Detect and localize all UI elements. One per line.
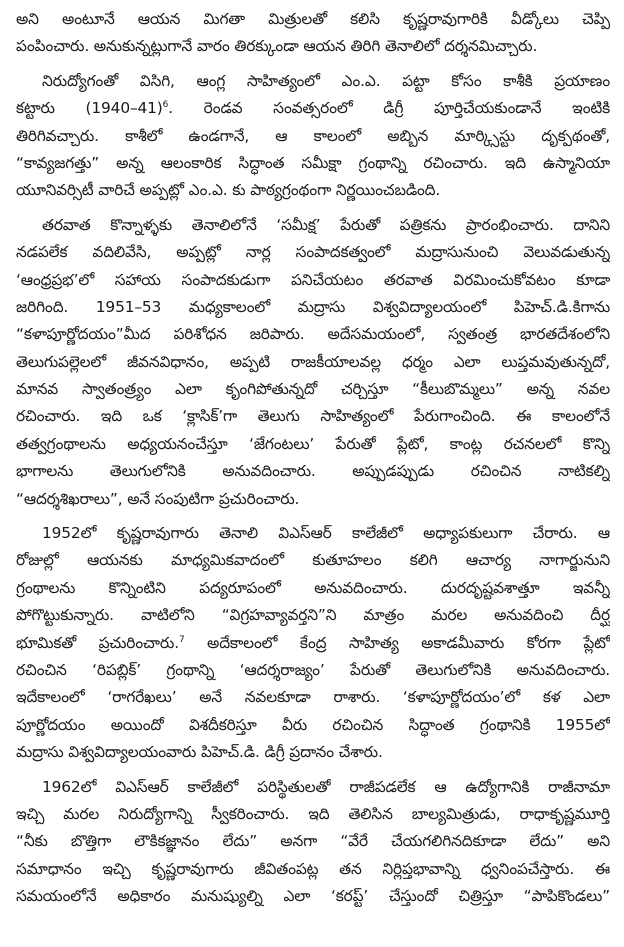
text-line: రచించారు. ఇది ఒక ‘క్లాసిక్’గా తెలుగు సాహిత్యంలో పేరుగాంచింది. ఈ కాలంలోనే xyxy=(16,407,610,426)
text-line: సమాధానం ఇచ్చి కృష్ణరావుగారు జీవితంపట్ల తన నిర్లిప్తభావాన్ని ధ్వనింపచేస్తారు. ఈ xyxy=(16,859,610,878)
text-line: పోగొట్టుకున్నారు. వాటిలోని “విగ్రహవ్యావర్తని”ని మాత్రం మరల అనువదించి దీర్ఘ xyxy=(16,606,610,625)
text-line: అని అంటూనే ఆయన మిగతా మిత్రులతో కలిసి కృష్ణరావుగారికి వీడ్కోలు చెప్పి xyxy=(16,10,610,28)
text-line: తిరిగివచ్చారు. కాశీలో ఉండగానే, ఆ కాలంలో అబ్బిన మార్క్సిస్టు దృక్పథంతో, xyxy=(16,126,610,145)
text-line: తెలుగుపల్లెలలో జీవనవిధానం, అప్పటి రాజకీయాలవల్ల ధర్మం ఎలా లుప్తమవుతున్నదో, xyxy=(16,352,610,371)
text-line-tail: అదేకాలంలో కేంద్ర సాహిత్య అకాడమీవారు కోరగా ప్లేటో xyxy=(184,633,610,652)
text-line: నడపలేక వదిలివేసి, అప్పట్లో నార్ల సంపాదకత్వంలో మద్రాసునుంచి వెలువడుతున్న xyxy=(16,243,610,262)
footnote-marker: 7 xyxy=(178,634,185,645)
paragraph-5 xyxy=(16,774,610,911)
paragraph-1 xyxy=(16,6,610,61)
text-line: పంపించారు. అనుకున్నట్లుగానే వారం తిరక్కుండా ఆయన తిరిగి తెనాలిలో దర్శనమిచ్చారు. xyxy=(16,37,538,56)
text-line: 1962లో విఎస్ఆర్ కాలేజీలో పరిస్థితులతో రాజీపడలేక ఆ ఉద్యోగానికి రాజీనామా xyxy=(42,777,610,796)
text-line: జరిగింది. 1951–53 మధ్యకాలంలో మద్రాసు విశ్వవిద్యాలయంలో పిహెచ్.డి.కిగాను xyxy=(16,297,610,316)
text-line-head: కట్టారు (1940–41) xyxy=(16,99,163,118)
text-line xyxy=(16,630,610,657)
text-line: తత్వగ్రంథాలను అధ్యయనంచేస్తూ ‘జేగంటలు’ పేరుతో ప్లేటో, కాంట్ల రచనలలో కొన్ని xyxy=(16,434,610,453)
text-line: యూనివర్సిటీ వారిచే అప్పట్లో ఎం.ఎ. కు పాఠ్యగ్రంథంగా నిర్ణయించబడింది. xyxy=(16,181,441,200)
text-line: రచించిన ‘రిపబ్లిక్’ గ్రంథాన్ని ‘ఆదర్శరాజ్యం’ పేరుతో తెలుగులోనికి అనువదించారు. xyxy=(16,660,610,679)
text-line-head: భూమికతో ప్రచురించారు. xyxy=(16,633,179,652)
text-line: మానవ స్వాతంత్ర్యం ఎలా కృంగిపోతున్నదో చర్చిస్తూ “కీలుబొమ్మలు” అన్న నవల xyxy=(16,380,610,399)
text-line: “ఆదర్శశిఖరాలు”, అనే సంపుటిగా ప్రచురించారు. xyxy=(16,489,300,508)
text-line: పూర్ణోదయం అయిందో విశదీకరిస్తూ వీరు రచించిన సిద్ధాంత గ్రంథానికి 1955లో xyxy=(16,715,610,734)
text-line: ‘ఆంధ్రప్రభ’లో సహాయ సంపాదకుడుగా పనిచేయటం తరవాత విరమించుకోవటం కూడా xyxy=(16,270,610,289)
text-line: “నీకు బొత్తిగా లౌకికజ్ఞానం లేదు” అనగా “వేరే చేయగలిగినదికూడా లేదు” అని xyxy=(16,832,610,851)
text-line: గ్రంథాలను కొన్నింటిని పద్యరూపంలో అనువదించారు. దురదృష్టవశాత్తూ ఇవన్నీ xyxy=(16,578,610,597)
text-line: సమయంలోనే అధికారం మనుష్యుల్ని ఎలా ‘కరప్ట్’ చేస్తుందో చిత్రిస్తూ “పాపికొండలు” xyxy=(16,887,610,906)
text-line: “కళాపూర్ణోదయం”మీద పరిశోధన జరిపారు. అదేసమయంలో, స్వతంత్ర భారతదేశంలోని xyxy=(16,325,610,344)
text-line: రోజుల్లో ఆయనకు మాధ్యమికవాదంలో కుతూహలం కలిగి ఆచార్య నాగార్జునుని xyxy=(16,551,610,570)
text-line: నిరుద్యోగంతో విసిగి, ఆంగ్ల సాహిత్యంలో ఎం.ఎ. పట్టా కోసం కాశీకి ప్రయాణం xyxy=(42,71,610,90)
text-line: తరవాత కొన్నాళ్ళకు తెనాలిలోనే ‘సమీక్ష’ పేరుతో పత్రికను ప్రారంభించారు. దానిని xyxy=(42,215,610,234)
text-line xyxy=(16,95,610,122)
text-line: ఇచ్చి మరల నిరుద్యోగాన్ని స్వీకరించారు. ఇది తెలిసిన బాల్యమిత్రుడు, రాధాకృష్ణమూర్తి xyxy=(16,804,610,823)
footnote-marker: 6 xyxy=(162,100,169,111)
text-line: భాగాలను తెలుగులోనికి అనువదించారు. అప్పుడప్పుడు రచించిన నాటికల్ని xyxy=(16,462,610,481)
paragraph-3 xyxy=(16,212,610,513)
text-line: “కావ్యజగత్తు” అన్న ఆలంకారిక సిద్ధాంత సమీక్షా గ్రంథాన్ని రచించారు. ఇది ఉస్మానియా xyxy=(16,153,610,172)
text-line: మద్రాసు విశ్వవిద్యాలయంవారు పిహెచ్.డి. డిగ్రీ ప్రదానం చేశారు. xyxy=(16,743,383,762)
paragraph-4 xyxy=(16,520,610,767)
text-line: ఇదేకాలంలో ‘రాగరేఖలు’ అనే నవలకూడా రాశారు. ‘కళాపూర్ణోదయం’లో కళ ఎలా xyxy=(16,688,610,707)
text-line-tail: . రెండవ సంవత్సరంలో డిగ్రీ పూర్తిచేయకుండానే ఇంటికి xyxy=(168,99,610,118)
text-line: 1952లో కృష్ణరావుగారు తెనాలి విఎస్ఆర్ కాలేజీలో అధ్యాపకులుగా చేరారు. ఆ xyxy=(42,524,610,543)
paragraph-2 xyxy=(16,68,610,205)
